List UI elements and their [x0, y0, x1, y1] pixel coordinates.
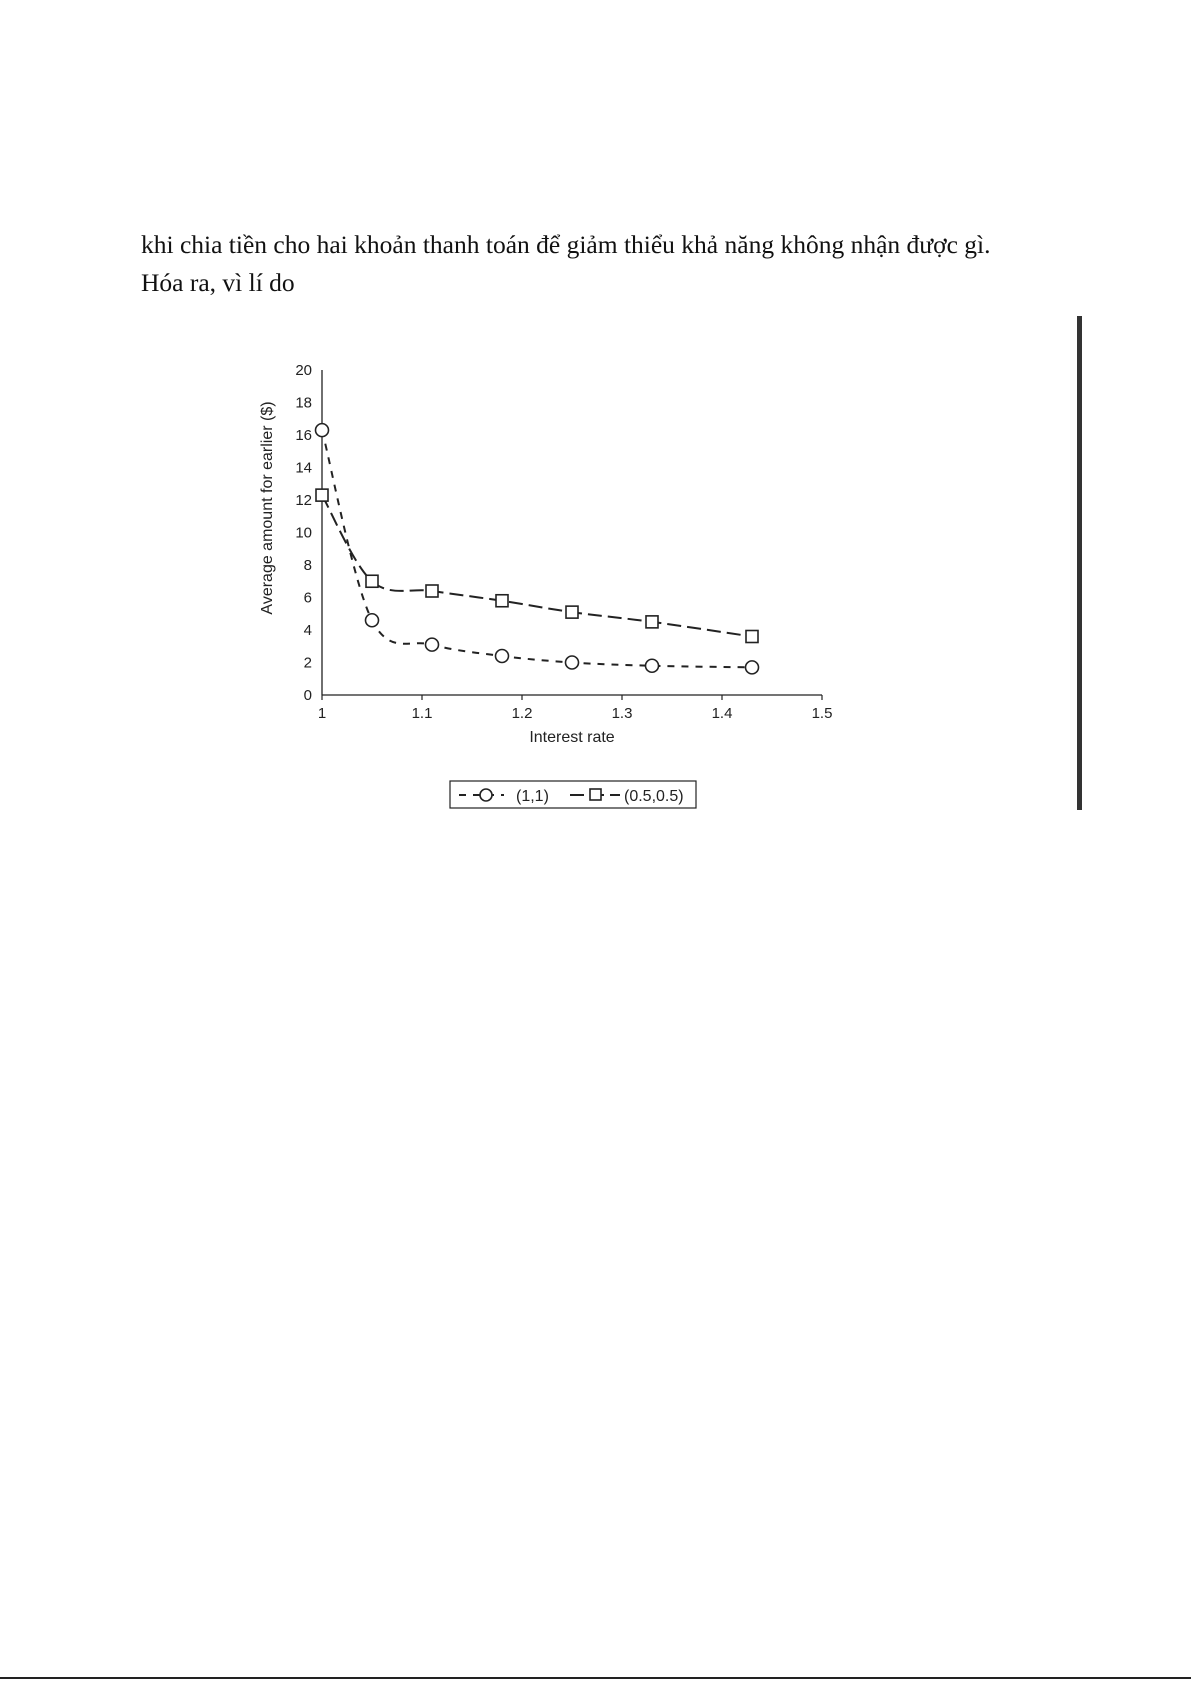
- series-1-point: [496, 650, 509, 663]
- x-tick-label: 1.3: [611, 705, 633, 722]
- series-line-2: [322, 495, 752, 636]
- series-2-point: [566, 606, 578, 618]
- x-tick-label: 1: [317, 705, 327, 722]
- series-1-point: [646, 659, 659, 672]
- series-2-point: [496, 595, 508, 607]
- series-2-point: [746, 631, 758, 643]
- series-lines: [322, 430, 752, 667]
- y-tick-label: 18: [295, 394, 312, 412]
- y-tick-label: 0: [303, 687, 312, 704]
- paragraph-line-2: Hóa ra, vì lí do: [141, 268, 295, 297]
- series-1-point: [566, 656, 579, 669]
- series-2-point: [426, 585, 438, 597]
- x-axis-label: Interest rate: [529, 729, 615, 746]
- y-tick-label: 8: [303, 557, 312, 574]
- paragraph-line-1: khi chia tiền cho hai khoản thanh toán để giảm thiểu khả năng không nhận được gì.: [141, 230, 991, 259]
- y-tick-label: 4: [303, 622, 312, 639]
- y-tick-label: 2: [303, 654, 312, 672]
- x-tick-label: 1.5: [811, 705, 833, 722]
- x-tick-label: 1.1: [411, 705, 433, 722]
- legend: [450, 781, 696, 808]
- series-line-1: [322, 430, 752, 667]
- x-tick-label: 1.4: [711, 705, 733, 722]
- series-1-point: [316, 424, 329, 437]
- page-edge-bar: [1077, 316, 1082, 810]
- series-markers: [316, 424, 759, 674]
- y-tick-label: 12: [295, 492, 312, 509]
- y-tick-label: 10: [295, 524, 312, 542]
- series-1-point: [366, 614, 379, 627]
- y-tick-label: 6: [303, 589, 312, 607]
- y-tick-label: 20: [295, 362, 312, 379]
- legend-label-series-2: (0.5,0.5): [624, 788, 684, 805]
- legend-marker-series-1: [480, 789, 492, 801]
- y-tick-label: 14: [295, 459, 312, 477]
- y-tick-label: 16: [295, 427, 312, 444]
- series-2-point: [316, 489, 328, 501]
- series-1-point: [746, 661, 759, 674]
- x-tick-label: 1.2: [511, 705, 533, 722]
- page-bottom-rule: [0, 1677, 1191, 1679]
- series-2-point: [366, 575, 378, 587]
- series-1-point: [426, 638, 439, 651]
- legend-marker-series-2: [590, 789, 601, 800]
- y-axis-label: Average amount for earlier ($): [259, 401, 276, 615]
- series-2-point: [646, 616, 658, 628]
- legend-label-series-1: (1,1): [516, 788, 549, 805]
